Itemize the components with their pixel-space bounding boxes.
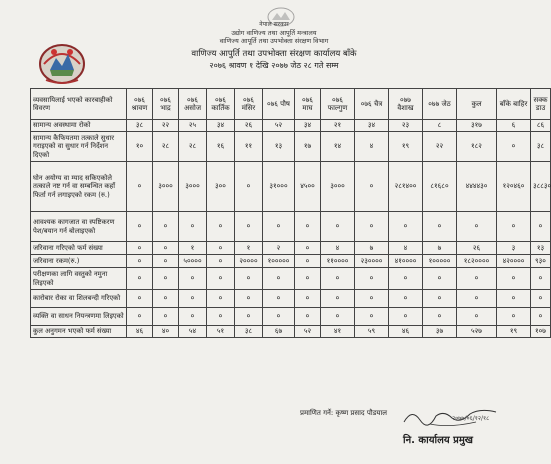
table-cell: ५२७: [457, 326, 497, 338]
table-cell: ०: [389, 290, 423, 308]
table-cell: ३: [497, 242, 531, 255]
table-cell: १२०४६०: [497, 162, 531, 212]
table-cell: १८२००००: [457, 255, 497, 268]
table-cell: ५९: [355, 326, 389, 338]
table-cell: ०: [153, 212, 179, 242]
table-cell: १: [235, 242, 263, 255]
table-cell: ७: [423, 242, 457, 255]
table-cell: ०: [153, 268, 179, 290]
table-cell: ०: [321, 268, 355, 290]
table-cell: ०: [153, 308, 179, 326]
monitoring-table: [30, 88, 551, 338]
table-cell: ०: [179, 268, 207, 290]
table-cell: ०: [423, 290, 457, 308]
table-cell: २००००: [235, 255, 263, 268]
table-cell: ०: [207, 290, 235, 308]
table-cell: ०: [295, 212, 321, 242]
table-cell: ११: [235, 132, 263, 162]
column-header-description: व्यवसायिलाई भएको कारबाहीको विवरण: [31, 89, 127, 120]
table-cell: ४२००००: [497, 255, 531, 268]
table-cell: १९: [497, 326, 531, 338]
page-title: वाणिज्य आपुर्ति तथा उपभोक्ता संरक्षण कार्यालय बाँके: [191, 49, 357, 59]
table-cell: ०: [295, 308, 321, 326]
table-cell: ३४: [207, 120, 235, 132]
table-cell: ०: [235, 290, 263, 308]
table-row: [31, 268, 551, 290]
table-cell: ०: [207, 255, 235, 268]
table-row: [31, 212, 551, 242]
column-header: ०७६ भाद्र: [153, 89, 179, 120]
table-cell: ५००००: [179, 255, 207, 268]
table-cell: ०: [127, 242, 153, 255]
table-cell: ३०००: [179, 162, 207, 212]
table-cell: ३८८३०: [531, 162, 551, 212]
table-cell: ०: [235, 212, 263, 242]
table-cell: ५२: [295, 326, 321, 338]
table-cell: १०००००: [263, 255, 295, 268]
table-cell: ३०००: [153, 162, 179, 212]
table-cell: ०: [127, 212, 153, 242]
row-label: सामान्य अवस्थामा रोको: [31, 120, 127, 132]
table-cell: ११००००: [321, 255, 355, 268]
table-cell: ०: [235, 308, 263, 326]
table-cell: २१: [321, 120, 355, 132]
table-row: [31, 308, 551, 326]
table-cell: २६: [457, 242, 497, 255]
table-cell: ०: [235, 268, 263, 290]
row-label: व्यक्ति वा साधन नियन्त्रणमा लिइएको: [31, 308, 127, 326]
table-cell: ३८: [127, 120, 153, 132]
header-department: वाणिज्य आपूर्ति तथा उपभोक्ता संरक्षण विभाग: [219, 37, 329, 45]
table-cell: ०: [127, 255, 153, 268]
table-cell: ०: [127, 268, 153, 290]
column-header: ०७६ श्रावण: [127, 89, 153, 120]
table-cell: ०: [497, 132, 531, 162]
table-cell: १३: [263, 132, 295, 162]
table-cell: ४६: [127, 326, 153, 338]
certified-by: प्रमाणित गर्ने: कृष्ण प्रसाद पौडयाल: [300, 409, 388, 417]
column-header: ०७६ कार्तिक: [207, 89, 235, 120]
table-cell: ३१७: [457, 120, 497, 132]
table-cell: ०: [295, 268, 321, 290]
column-header: कुल: [457, 89, 497, 120]
table-cell: ०: [497, 308, 531, 326]
table-cell: ०: [179, 212, 207, 242]
column-header: ०७६ पौष: [263, 89, 295, 120]
table-header-row: [31, 89, 551, 120]
table-cell: २२: [423, 132, 457, 162]
table-cell: २८: [153, 132, 179, 162]
header-country: नेपाल सरकार: [259, 21, 289, 28]
table-cell: ३०००: [321, 162, 355, 212]
header-ministry: उद्योग वाणिज्य तथा आपूर्ति मन्त्रालय: [231, 29, 317, 37]
table-cell: ३८: [235, 326, 263, 338]
table-cell: १८२: [457, 132, 497, 162]
table-cell: ०: [179, 308, 207, 326]
table-cell: ०: [497, 268, 531, 290]
table-cell: १३: [531, 242, 551, 255]
table-cell: १६: [207, 132, 235, 162]
table-cell: ५१: [207, 326, 235, 338]
table-cell: ०: [531, 212, 551, 242]
table-cell: ४: [355, 132, 389, 162]
table-cell: ५४: [179, 326, 207, 338]
table-cell: २८: [179, 132, 207, 162]
column-header: ०७७ वैशाख: [389, 89, 423, 120]
table-cell: ०: [153, 290, 179, 308]
table-cell: २६: [235, 120, 263, 132]
table-cell: ०: [263, 212, 295, 242]
table-cell: ०: [263, 268, 295, 290]
column-header: ०७६ चैत्र: [355, 89, 389, 120]
table-cell: ३४: [355, 120, 389, 132]
table-cell: ४१००००: [389, 255, 423, 268]
table-cell: ८१६८०: [423, 162, 457, 212]
column-header: ०७६ असोज: [179, 89, 207, 120]
table-cell: ४: [321, 242, 355, 255]
table-cell: ७: [355, 242, 389, 255]
table-cell: ०: [179, 290, 207, 308]
table-cell: १७: [295, 132, 321, 162]
table-cell: १: [179, 242, 207, 255]
table-cell: ०: [153, 242, 179, 255]
table-cell: ०: [457, 308, 497, 326]
table-cell: ०: [127, 162, 153, 212]
table-cell: ०: [127, 308, 153, 326]
row-label: घोन अयोग्य वा म्याद सकिएकोले तत्काले नष्ट गर्न वा सम्बन्धित कहाँ फिर्ता गर्न लगाइएको रकम (रु.): [31, 162, 127, 212]
table-cell: ०: [423, 268, 457, 290]
table-cell: २३००००: [355, 255, 389, 268]
office-head-label: नि. कार्यालय प्रमुख: [403, 435, 473, 446]
column-header: ०७६ मंसिर: [235, 89, 263, 120]
table-cell: ४०: [153, 326, 179, 338]
row-label: सामान्य कैफियतमा तत्काले सुधार गराइएको वा सुधार गर्न निर्देशन दिएको: [31, 132, 127, 162]
table-cell: ०: [531, 308, 551, 326]
table-cell: ६७: [263, 326, 295, 338]
table-cell: ६: [497, 120, 531, 132]
table-cell: ४६: [389, 326, 423, 338]
table-cell: ४१: [321, 326, 355, 338]
table-cell: ०: [423, 308, 457, 326]
row-label: जरिवाना गरिएको फर्म संख्या: [31, 242, 127, 255]
table-cell: ०: [127, 290, 153, 308]
table-cell: ०: [207, 242, 235, 255]
table-cell: ०: [457, 290, 497, 308]
table-cell: १०: [127, 132, 153, 162]
table-cell: १९: [389, 132, 423, 162]
table-cell: ०: [207, 308, 235, 326]
table-cell: ५२: [263, 120, 295, 132]
table-row: [31, 162, 551, 212]
table-cell: ९३०: [531, 255, 551, 268]
row-label: जरिवाना रकम(रु.): [31, 255, 127, 268]
table-cell: ३७: [423, 326, 457, 338]
table-row: [31, 120, 551, 132]
table-cell: २: [263, 242, 295, 255]
table-cell: ४५००: [295, 162, 321, 212]
table-cell: ३००: [207, 162, 235, 212]
row-label: परीक्षणका लागि वस्तुको नमुना लिइएको: [31, 268, 127, 290]
table-cell: १०००००: [423, 255, 457, 268]
table-cell: ०: [321, 212, 355, 242]
table-cell: ०: [531, 268, 551, 290]
table-cell: ८६: [531, 120, 551, 132]
column-header: सक्क डाउ: [531, 89, 551, 120]
table-cell: ०: [389, 268, 423, 290]
table-cell: ०: [355, 162, 389, 212]
table-cell: ३४: [295, 120, 321, 132]
row-label: आवश्यक कागजात वा स्पष्टिकरण पेश/बयान गर्न बोलाइएको: [31, 212, 127, 242]
table-cell: ८: [423, 120, 457, 132]
column-header: बाँके बाहिर: [497, 89, 531, 120]
table-cell: ०: [321, 308, 355, 326]
table-cell: ०: [457, 212, 497, 242]
column-header: ०७६ फाल्गुण: [321, 89, 355, 120]
row-label: कुल अनुगमन भएको फर्म संख्या: [31, 326, 127, 338]
table-cell: ४४४४३०: [457, 162, 497, 212]
table-cell: ०: [355, 308, 389, 326]
table-cell: २२: [153, 120, 179, 132]
table-cell: ०: [355, 290, 389, 308]
table-cell: ०: [389, 212, 423, 242]
table-cell: ०: [207, 212, 235, 242]
row-label: कारोबार रोका वा शिलबन्दी गरिएको: [31, 290, 127, 308]
signature-date: २०७७/०६/१२/१८: [452, 415, 490, 422]
column-header: ०७६ माघ: [295, 89, 321, 120]
table-cell: ०: [457, 268, 497, 290]
table-row: [31, 326, 551, 338]
table-cell: ४: [389, 242, 423, 255]
table-cell: ०: [355, 268, 389, 290]
table-cell: ०: [295, 242, 321, 255]
table-cell: ०: [355, 212, 389, 242]
table-cell: ०: [497, 290, 531, 308]
table-row: [31, 255, 551, 268]
table-cell: ०: [263, 290, 295, 308]
table-cell: ०: [295, 255, 321, 268]
table-cell: ३१०००: [263, 162, 295, 212]
table-cell: २३: [389, 120, 423, 132]
table-row: [31, 132, 551, 162]
column-header: ०७७ जेठ: [423, 89, 457, 120]
table-cell: ०: [531, 290, 551, 308]
table-cell: ०: [423, 212, 457, 242]
page-subtitle: २०७६ श्रावण १ देखि २०७७ जेठ २८ गते सम्म: [209, 61, 339, 70]
table-cell: ०: [389, 308, 423, 326]
table-cell: ०: [497, 212, 531, 242]
table-row: [31, 242, 551, 255]
table-cell: १४: [321, 132, 355, 162]
table-row: [31, 290, 551, 308]
table-cell: २८१४००: [389, 162, 423, 212]
table-cell: ०: [153, 255, 179, 268]
table-cell: ०: [295, 290, 321, 308]
table-cell: ०: [263, 308, 295, 326]
table-cell: ३८: [531, 132, 551, 162]
table-cell: ०: [321, 290, 355, 308]
table-cell: ०: [207, 268, 235, 290]
table-cell: १०७: [531, 326, 551, 338]
table-cell: ०: [235, 162, 263, 212]
table-cell: २५: [179, 120, 207, 132]
